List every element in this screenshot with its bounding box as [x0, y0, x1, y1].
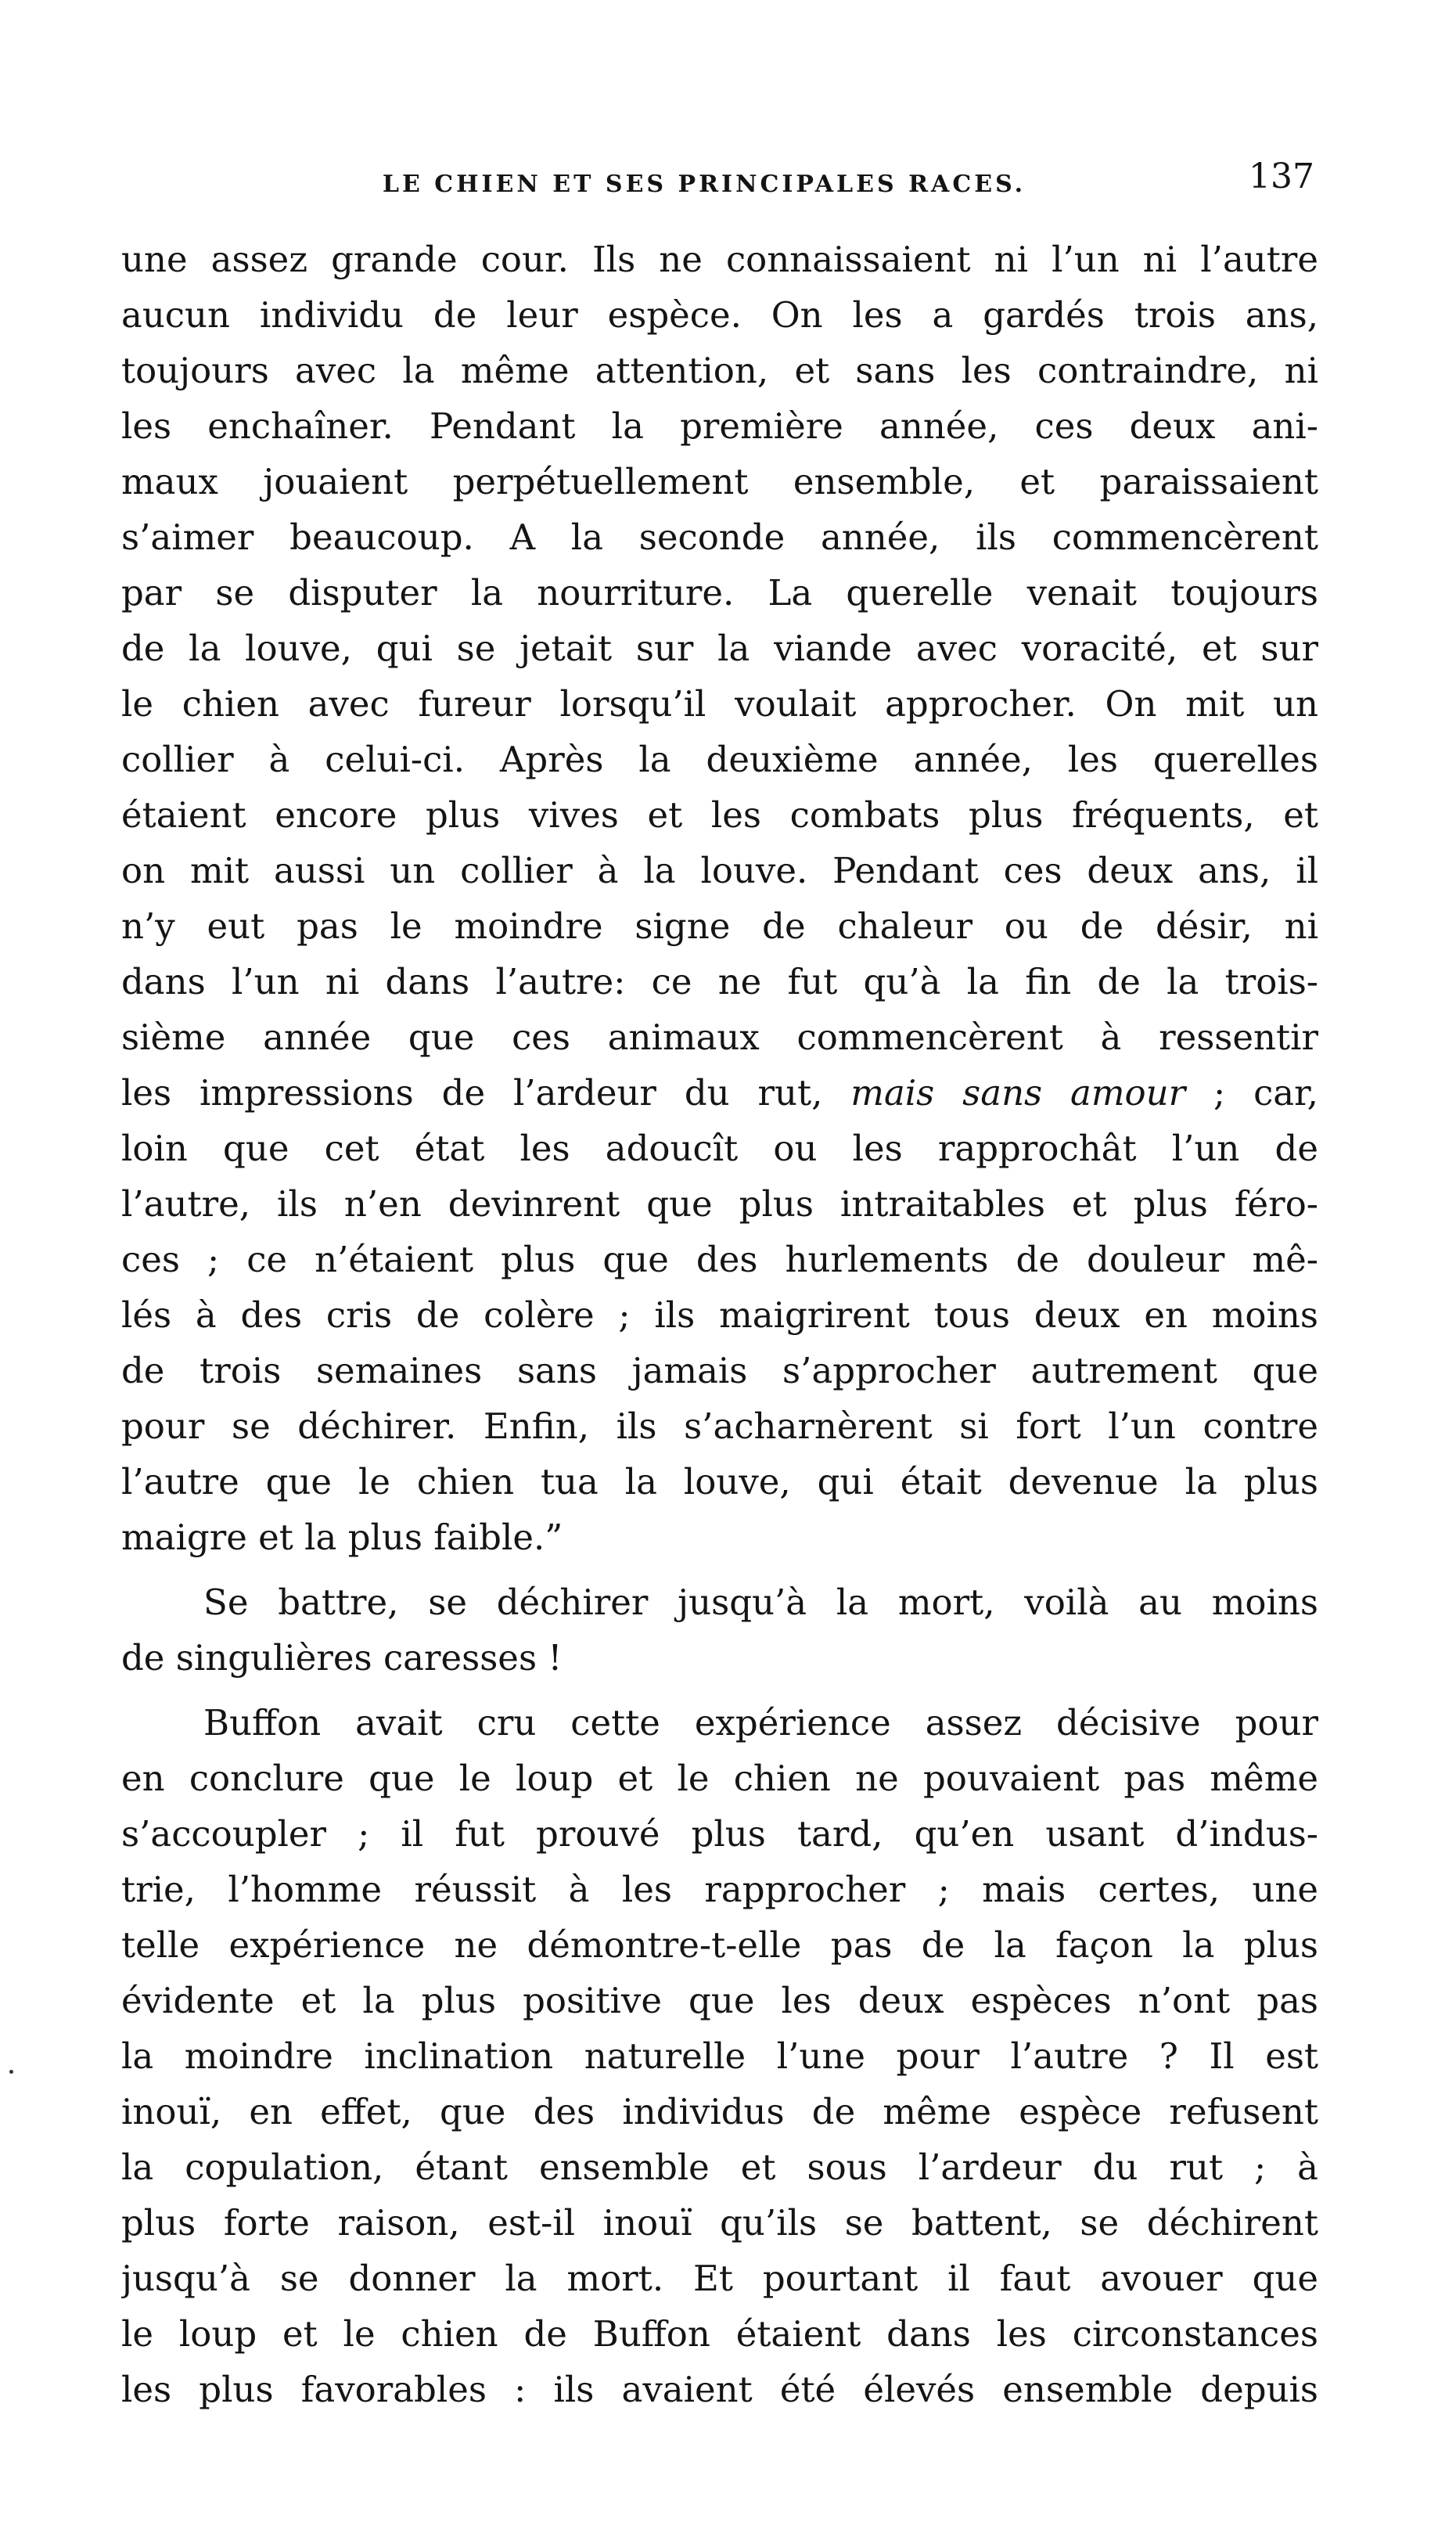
text-line: étaient encore plus vives et les combats plus fréquents, et — [121, 794, 1318, 836]
text-line-with-italic — [121, 1065, 1318, 1121]
text-line: s’accoupler ; il fut prouvé plus tard, qu’en usant d’indus- — [121, 1813, 1318, 1855]
running-title: LE CHIEN ET SES PRINCIPALES RACES. — [382, 171, 1026, 198]
text-line: l’autre, ils n’en devinrent que plus intraitables et plus féro- — [121, 1183, 1318, 1225]
text-line-start: les impressions de l’ardeur du rut, — [121, 1072, 823, 1114]
text-line: évidente et la plus positive que les deux espèces n’ont pas — [121, 1980, 1318, 2021]
text-line: de la louve, qui se jetait sur la viande avec voracité, et sur — [121, 628, 1318, 669]
text-line: en conclure que le loup et le chien ne pouvaient pas même — [121, 1758, 1318, 1799]
text-line: le loup et le chien de Buffon étaient dans les circonstances — [121, 2313, 1318, 2355]
text-line: maigre et la plus faible.” — [121, 1517, 563, 1558]
running-head — [117, 157, 1314, 203]
page-number: 137 — [1249, 157, 1314, 196]
text-line: plus forte raison, est-il inouï qu’ils se battent, se déchirent — [121, 2202, 1318, 2244]
paragraph-2 — [121, 1574, 1318, 1686]
text-line: la copulation, étant ensemble et sous l’ardeur du rut ; à — [121, 2147, 1318, 2188]
text-line: ces ; ce n’étaient plus que des hurlements de douleur mê- — [121, 1239, 1318, 1280]
text-line: le chien avec fureur lorsqu’il voulait approcher. On mit un — [121, 683, 1318, 725]
text-line: l’autre que le chien tua la louve, qui était devenue la plus — [121, 1461, 1318, 1502]
text-line: par se disputer la nourriture. La querelle venait toujours — [121, 572, 1318, 614]
text-line: Se battre, se déchirer jusqu’à la mort, voilà au moins — [203, 1582, 1318, 1623]
text-line: toujours avec la même attention, et sans les contraindre, ni — [121, 350, 1318, 391]
text-line: trie, l’homme réussit à les rapprocher ; mais certes, une — [121, 1869, 1318, 1910]
text-line: maux jouaient perpétuellement ensemble, et paraissaient — [121, 461, 1318, 502]
text-line: inouï, en effet, que des individus de même espèce refusent — [121, 2091, 1318, 2132]
text-line-end: ; car, — [1213, 1072, 1318, 1114]
text-line: la moindre inclination naturelle l’une pour l’autre ? Il est — [121, 2035, 1318, 2077]
text-line: s’aimer beaucoup. A la seconde année, ils commencèrent — [121, 516, 1318, 558]
text-line: on mit aussi un collier à la louve. Pendant ces deux ans, il — [121, 850, 1318, 891]
text-line: lés à des cris de colère ; ils maigrirent tous deux en moins — [121, 1294, 1318, 1336]
text-line: de singulières caresses ! — [121, 1637, 563, 1679]
text-line: n’y eut pas le moindre signe de chaleur ou de désir, ni — [121, 905, 1318, 947]
text-line: dans l’un ni dans l’autre: ce ne fut qu’à la fin de la trois- — [121, 961, 1318, 1002]
text-line: Buffon avait cru cette expérience assez décisive pour — [203, 1702, 1318, 1744]
text-line: sième année que ces animaux commencèrent à ressentir — [121, 1017, 1318, 1058]
margin-speck — [9, 2070, 13, 2074]
text-line: une assez grande cour. Ils ne connaissaient ni l’un ni l’autre — [121, 239, 1318, 280]
body-text — [121, 232, 1318, 2417]
paragraph-1 — [121, 232, 1318, 1565]
text-line: telle expérience ne démontre-t-elle pas de la façon la plus — [121, 1924, 1318, 1966]
text-line: jusqu’à se donner la mort. Et pourtant il faut avouer que — [121, 2258, 1318, 2299]
text-line: aucun individu de leur espèce. On les a gardés trois ans, — [121, 294, 1318, 336]
text-line: les enchaîner. Pendant la première année, ces deux ani- — [121, 405, 1318, 447]
text-line: les plus favorables : ils avaient été élevés ensemble depuis — [121, 2369, 1318, 2410]
paragraph-3 — [121, 1695, 1318, 2417]
text-line: collier à celui-ci. Après la deuxième année, les querelles — [121, 739, 1318, 780]
text-line: loin que cet état les adoucît ou les rapprochât l’un de — [121, 1128, 1318, 1169]
text-line: de trois semaines sans jamais s’approcher autrement que — [121, 1350, 1318, 1391]
italic-phrase: mais sans amour — [850, 1072, 1186, 1114]
text-line: pour se déchirer. Enfin, ils s’acharnèrent si fort l’un contre — [121, 1405, 1318, 1447]
